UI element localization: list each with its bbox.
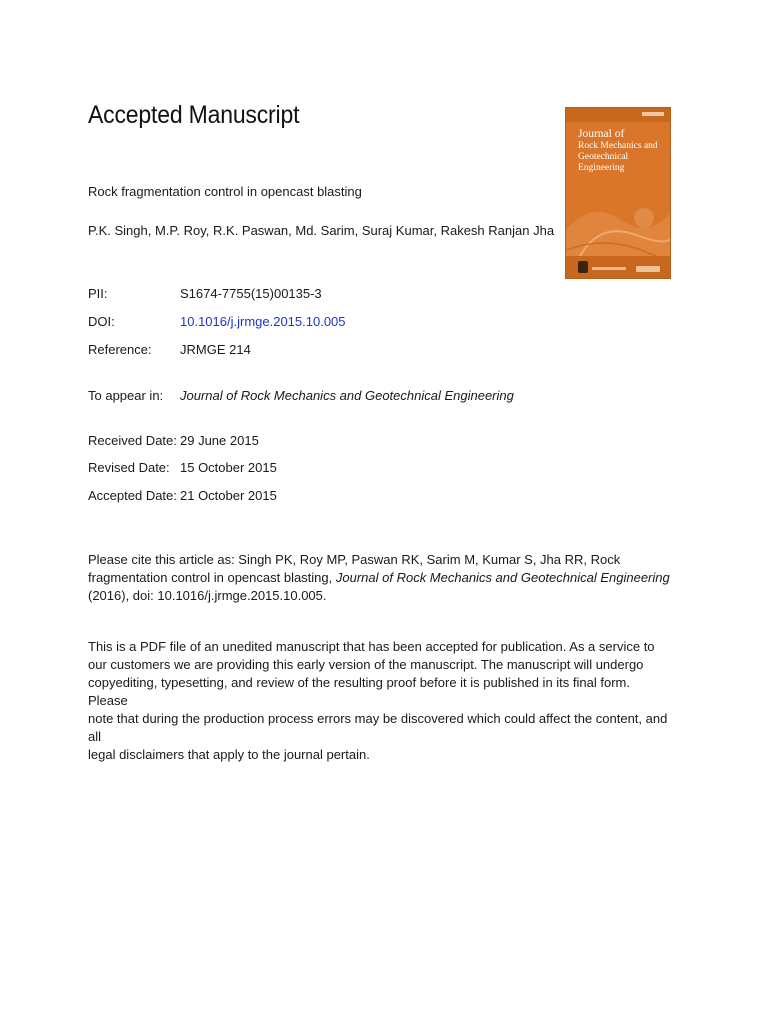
- disclaimer-paragraph: [88, 638, 673, 764]
- disclaimer-line: copyediting, typesetting, and review of the resulting proof before it is published in its final form. Please: [88, 675, 630, 708]
- received-date-value: 29 June 2015: [180, 433, 259, 448]
- disclaimer-line: legal disclaimers that apply to the journal pertain.: [88, 747, 370, 762]
- journal-cover-image: [565, 107, 671, 279]
- citation-line: [88, 569, 673, 587]
- society-logo-icon: [636, 266, 660, 272]
- accepted-date-label: Accepted Date:: [88, 488, 177, 503]
- disclaimer-line: our customers we are providing this early version of the manuscript. The manuscript will undergo: [88, 657, 644, 672]
- citation-line: Please cite this article as: Singh PK, Roy MP, Paswan RK, Sarim M, Kumar S, Jha RR, Rock: [88, 552, 621, 567]
- article-authors: P.K. Singh, M.P. Roy, R.K. Paswan, Md. Sarim, Suraj Kumar, Rakesh Ranjan Jha: [88, 223, 555, 238]
- publisher-logo-icon: [578, 261, 588, 273]
- reference-label: Reference:: [88, 342, 152, 357]
- citation-paragraph: [88, 551, 673, 605]
- citation-journal: Journal of Rock Mechanics and Geotechnical Engineering: [335, 570, 670, 585]
- citation-line: (2016), doi: 10.1016/j.jrmge.2015.10.005.: [88, 588, 327, 603]
- disclaimer-line: note that during the production process errors may be discovered which could affect the content, and all: [88, 711, 668, 744]
- citation-title-text: fragmentation control in opencast blasting,: [88, 570, 336, 585]
- pii-value: S1674-7755(15)00135-3: [180, 286, 322, 301]
- cover-artwork: [566, 190, 671, 264]
- doi-link[interactable]: 10.1016/j.jrmge.2015.10.005: [180, 314, 346, 329]
- to-appear-label: To appear in:: [88, 388, 164, 403]
- cover-title-line: Journal of: [578, 128, 625, 140]
- received-date-label: Received Date:: [88, 433, 177, 448]
- revised-date-value: 15 October 2015: [180, 460, 277, 475]
- cover-title: [578, 128, 658, 174]
- cover-title-line: Geotechnical: [578, 152, 629, 162]
- doi-label: DOI:: [88, 314, 115, 329]
- article-title: Rock fragmentation control in opencast blasting: [88, 184, 362, 199]
- journal-name: Journal of Rock Mechanics and Geotechnical Engineering: [180, 388, 514, 403]
- cover-issn-mark: [642, 112, 664, 116]
- cover-title-line: Rock Mechanics and: [578, 141, 658, 151]
- disclaimer-line: This is a PDF file of an unedited manuscript that has been accepted for publication. As a service to: [88, 639, 655, 654]
- cover-publisher-mark: [592, 267, 626, 270]
- accepted-date-value: 21 October 2015: [180, 488, 277, 503]
- cover-title-line: Engineering: [578, 163, 625, 173]
- revised-date-label: Revised Date:: [88, 460, 170, 475]
- pii-label: PII:: [88, 286, 108, 301]
- page-title: Accepted Manuscript: [88, 101, 300, 129]
- reference-value: JRMGE 214: [180, 342, 251, 357]
